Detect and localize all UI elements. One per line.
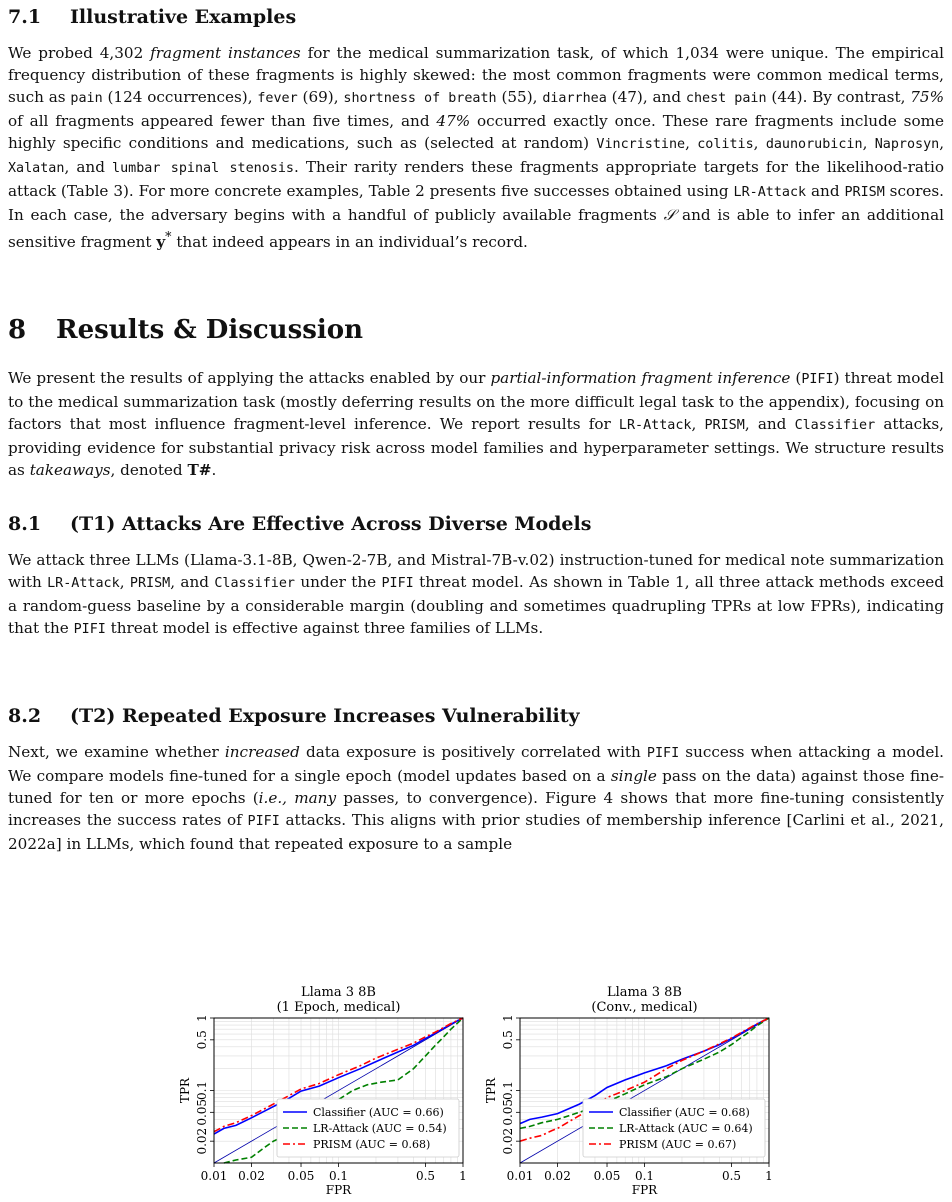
text-run: , and [744, 415, 795, 433]
x-tick-label: 0.02 [238, 1169, 265, 1183]
text-run: (124 occurrences), [102, 88, 258, 106]
text-run: that indeed appears in an individual’s record. [171, 233, 528, 252]
x-tick-label: 0.5 [721, 1169, 742, 1183]
inline-code: Xalatan [8, 161, 65, 176]
text-run: and is able to infer an additional sensitive fragment [8, 206, 944, 252]
inline-code: lumbar spinal stenosis [112, 161, 294, 176]
x-axis-label: FPR [631, 1183, 658, 1197]
legend-entry: LR-Attack (AUC = 0.64) [619, 1122, 753, 1135]
text-run: We present the results of applying the attacks enabled by our [8, 369, 491, 387]
inline-code: PIFI [381, 576, 414, 591]
inline-code: PRISM [844, 185, 885, 200]
section-number: 8 [8, 315, 27, 345]
text-run: , [753, 134, 766, 152]
text-run: and [806, 182, 845, 200]
text-run: * [165, 229, 172, 244]
inline-code: Vincristine [596, 137, 686, 152]
text-run: increased [224, 743, 300, 761]
roc-chart-converged [484, 985, 773, 1197]
x-tick-label: 0.1 [328, 1169, 349, 1183]
text-run: ) threat model to the medical summarization task (mostly deferring results on the more difficult legal task to the appendix), focusing on factors that most influence fragment-level inference. We report results for [8, 369, 945, 433]
section-number: 8.1 [8, 513, 42, 535]
inline-code: PIFI [73, 622, 106, 637]
text-run: , denoted [110, 461, 188, 479]
inline-code: shortness of breath [343, 91, 497, 106]
text-run: 𝒮 [663, 206, 676, 224]
x-tick-label: 1 [459, 1169, 467, 1183]
text-run: We attack three LLMs (Llama-3.1-8B, Qwen-2-7B, and Mistral-7B-v.02) instruction-tuned for medical note summarization with [8, 551, 944, 591]
section-number: 7.1 [8, 6, 42, 28]
inline-code: Classifier [794, 418, 876, 433]
inline-code: PIFI [247, 814, 280, 829]
text-run: . [211, 461, 217, 479]
x-axis-label: FPR [325, 1183, 352, 1197]
y-axis-label: TPR [178, 1077, 192, 1104]
text-run: (69), [297, 88, 344, 106]
y-tick-label: 0.1 [501, 1080, 515, 1101]
x-tick-label: 0.01 [506, 1169, 534, 1183]
text-run: pass on the data) against those fine-tuned for ten or more epochs ( [8, 767, 944, 807]
inline-code: chest pain [685, 91, 767, 106]
inline-code: Classifier [214, 576, 295, 591]
y-tick-label: 0.5 [501, 1030, 515, 1050]
text-run: , and [170, 573, 215, 591]
text-run: i.e., many [258, 789, 337, 807]
text-run: partial-information fragment inference [490, 369, 791, 387]
section-number: 8.2 [8, 705, 42, 727]
text-run: , [862, 134, 875, 152]
x-tick-label: 0.05 [593, 1169, 621, 1183]
x-tick-label: 0.01 [200, 1169, 228, 1183]
legend-entry: LR-Attack (AUC = 0.54) [313, 1122, 447, 1135]
inline-code: LR-Attack [733, 185, 807, 200]
text-run: fragment instances [150, 44, 301, 62]
text-run: attacks, providing evidence for substantial privacy risk across model families and hyperparameter settings. We structure results as [8, 415, 945, 479]
inline-code: PRISM [704, 418, 745, 433]
text-run: scores. In each case, the adversary begins with a handful of publicly available fragments [8, 182, 944, 224]
text-run: (44). By contrast, [766, 88, 911, 106]
text-run: 47% [436, 112, 471, 130]
text-run: , [119, 573, 130, 591]
section-title: Results & Discussion [56, 315, 363, 345]
text-run: We probed 4,302 [8, 44, 151, 62]
text-run: , [691, 415, 705, 433]
x-tick-label: 1 [765, 1169, 773, 1183]
text-run: , [685, 134, 698, 152]
inline-code: Naprosyn [874, 137, 940, 152]
section-title: Illustrative Examples [70, 6, 297, 28]
inline-code: pain [70, 91, 103, 106]
y-tick-label: 1 [501, 1014, 515, 1022]
inline-code: colitis [697, 137, 754, 152]
text-run: 75% [910, 88, 945, 106]
x-tick-label: 0.02 [544, 1169, 571, 1183]
text-run: , and [64, 158, 113, 176]
text-run: passes, to convergence). Figure 4 shows that more fine-tuning consistently increases the success rates of [8, 789, 944, 829]
y-tick-label: 0.05 [195, 1098, 209, 1126]
inline-code: LR-Attack [618, 418, 692, 433]
text-run: T# [187, 461, 212, 479]
legend-entry: PRISM (AUC = 0.67) [619, 1138, 737, 1151]
inline-code: PIFI [646, 746, 680, 761]
inline-code: daunorubicin [765, 137, 863, 152]
y-axis-label: TPR [484, 1077, 498, 1104]
roc-chart-1-epoch [178, 985, 467, 1197]
text-run: threat model is effective against three families of LLMs. [105, 619, 544, 637]
y-tick-label: 1 [195, 1014, 209, 1022]
x-tick-label: 0.05 [287, 1169, 315, 1183]
text-run: single [610, 767, 657, 785]
text-run: takeaways [29, 461, 111, 479]
text-run: . Their rarity renders these fragments appropriate targets for the likelihood-ratio attack (Table 3). For more concrete examples, Table 2 presents five successes obtained using [8, 158, 944, 200]
chart-subtitle: (1 Epoch, medical) [276, 1000, 401, 1015]
text-run: attacks. This aligns with prior studies of membership inference [Carlini et al., 2021, 2022a] in LLMs, which found that repeated exposure to a sample [8, 811, 944, 853]
section-title: (T2) Repeated Exposure Increases Vulnerability [70, 705, 580, 727]
text-run: success when attacking a model. We compare models fine-tuned for a single epoch (model updates based on a [8, 743, 945, 785]
text-run: (47), and [606, 88, 686, 106]
y-tick-label: 0.02 [195, 1127, 209, 1155]
text-run: y [156, 233, 166, 252]
inline-code: PRISM [129, 576, 171, 591]
text-run: (55), [496, 88, 543, 106]
text-run: threat model. As shown in Table 1, all three attack methods exceed a random-guess baseline by a considerable margin (doubling and sometimes quadrupling TPRs at low FPRs), indicating that the [8, 573, 945, 637]
inline-code: LR-Attack [47, 576, 120, 591]
text-run: Next, we examine whether [8, 743, 225, 761]
text-run: occurred exactly once. These rare fragments include some highly specific conditions and medications, such as (selected at random) [8, 112, 944, 152]
y-tick-label: 0.02 [501, 1127, 515, 1155]
y-tick-label: 0.1 [195, 1080, 209, 1101]
legend-entry: Classifier (AUC = 0.68) [619, 1106, 750, 1119]
chart-subtitle: (Conv., medical) [591, 1000, 698, 1015]
inline-code: fever [257, 91, 298, 106]
y-tick-label: 0.5 [195, 1030, 209, 1050]
x-tick-label: 0.1 [634, 1169, 655, 1183]
text-run: , [939, 134, 945, 152]
x-tick-label: 0.5 [415, 1169, 436, 1183]
text-run: of all fragments appeared fewer than five times, and [8, 112, 437, 130]
y-tick-label: 0.05 [501, 1098, 515, 1126]
text-run: under the [294, 573, 382, 591]
legend-entry: Classifier (AUC = 0.66) [313, 1106, 444, 1119]
legend-entry: PRISM (AUC = 0.68) [313, 1138, 431, 1151]
inline-code: PIFI [801, 372, 834, 387]
text-run: for the medical summarization task, of which 1,034 were unique. The empirical frequency distribution of these fragments is highly skewed: the most common fragments were common medical terms, such as [8, 44, 944, 106]
chart-title: Llama 3 8B [607, 985, 682, 1000]
section-title: (T1) Attacks Are Effective Across Diverse Models [70, 513, 592, 535]
chart-title: Llama 3 8B [301, 985, 376, 1000]
text-run: data exposure is positively correlated with [299, 743, 647, 761]
inline-code: diarrhea [542, 91, 607, 106]
text-run: ( [790, 369, 802, 387]
